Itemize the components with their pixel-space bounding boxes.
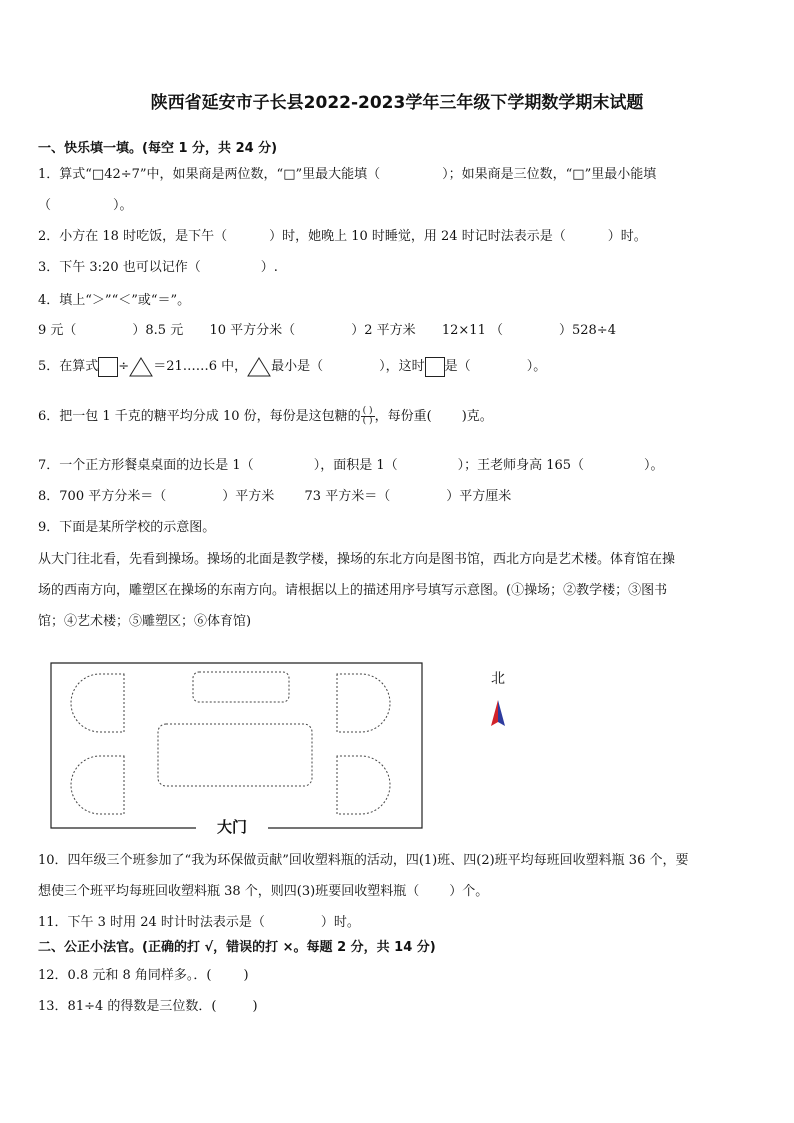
map-slot-northwest[interactable] [71,674,124,732]
question-4-items: 9 元（ ）8.5 元 10 平方分米（ ）2 平方米 12×11 （ ）528÷4 [38,323,616,338]
question-13: 13．81÷4 的得数是三位数．( ) [38,999,258,1014]
question-6: 6．把一包 1 千克的糖平均分成 10 份，每份是这包糖的$\frac{( )}{( )}$，每份重( )克。 [38,406,493,426]
map-slot-southeast[interactable] [337,756,390,814]
triangle-icon [247,357,271,377]
page-title: 陕西省延安市子长县2022-2023学年三年级下学期数学期末试题 [150,93,644,113]
school-map [50,662,424,838]
question-10-line-2: 想使三个班平均每班回收塑料瓶 38 个，则四(3)班要回收塑料瓶（ ）个。 [38,884,489,899]
question-1-line-1: 1．算式“□42÷7”中，如果商是两位数，“□”里最大能填（ ）；如果商是三位数，“□”里最小能填 [38,167,657,182]
question-9-desc-2: 场的西南方向，雕塑区在操场的东南方向。请根据以上的描述用序号填写示意图。(①操场；②教学楼；③图书 [38,583,668,598]
question-9-desc-3: 馆；④艺术楼；⑤雕塑区；⑥体育馆) [38,614,252,629]
question-9-desc-1: 从大门往北看，先看到操场。操场的北面是教学楼，操场的东北方向是图书馆，西北方向是艺术楼。体育馆在操 [38,552,676,567]
map-slot-center[interactable] [158,724,312,786]
question-9: 9．下面是某所学校的示意图。 [38,520,216,535]
map-slot-northeast[interactable] [337,674,390,732]
question-2: 2．小方在 18 时吃饭，是下午（ ）时，她晚上 10 时睡觉，用 24 时记时法表示是（ ）时。 [38,229,647,244]
question-5: 5．在算式 ÷ ＝21……6 中， 最小是（ ），这时 是（ ）。 [38,356,546,378]
square-box-icon [98,357,118,377]
section-2-heading: 二、公正小法官。(正确的打 √，错误的打 ×。每题 2 分，共 14 分) [38,940,436,955]
question-4: 4．填上“＞”“＜”或“＝”。 [38,293,191,308]
north-label: 北 [491,671,505,687]
question-3: 3．下午 3:20 也可以记作（ ）. [38,260,278,275]
north-arrow-icon [488,688,508,728]
question-8: 8．700 平方分米＝（ ）平方米 73 平方米＝（ ）平方厘米 [38,489,512,504]
school-map-diagram [50,662,424,834]
gate-label: 大门 [216,818,248,834]
map-border [51,663,422,828]
triangle-icon [129,357,153,377]
north-compass [488,668,508,732]
map-slot-southwest[interactable] [71,756,124,814]
section-1-heading: 一、快乐填一填。(每空 1 分，共 24 分) [38,141,278,156]
fraction-blank[interactable]: $\frac{( )}{( )}$ [361,407,375,426]
square-box-icon [425,357,445,377]
map-slot-north[interactable] [193,672,289,702]
question-7: 7．一个正方形餐桌桌面的边长是 1（ ），面积是 1（ ）；王老师身高 165（ ）。 [38,458,664,473]
question-11: 11．下午 3 时用 24 时计时法表示是（ ）时。 [38,915,360,930]
question-12: 12．0.8 元和 8 角同样多。．( ) [38,968,249,983]
question-10-line-1: 10．四年级三个班参加了“我为环保做贡献”回收塑料瓶的活动，四(1)班、四(2)班平均每班回收塑料瓶 36 个，要 [38,853,689,868]
question-1-line-2: （ ）。 [38,198,133,213]
